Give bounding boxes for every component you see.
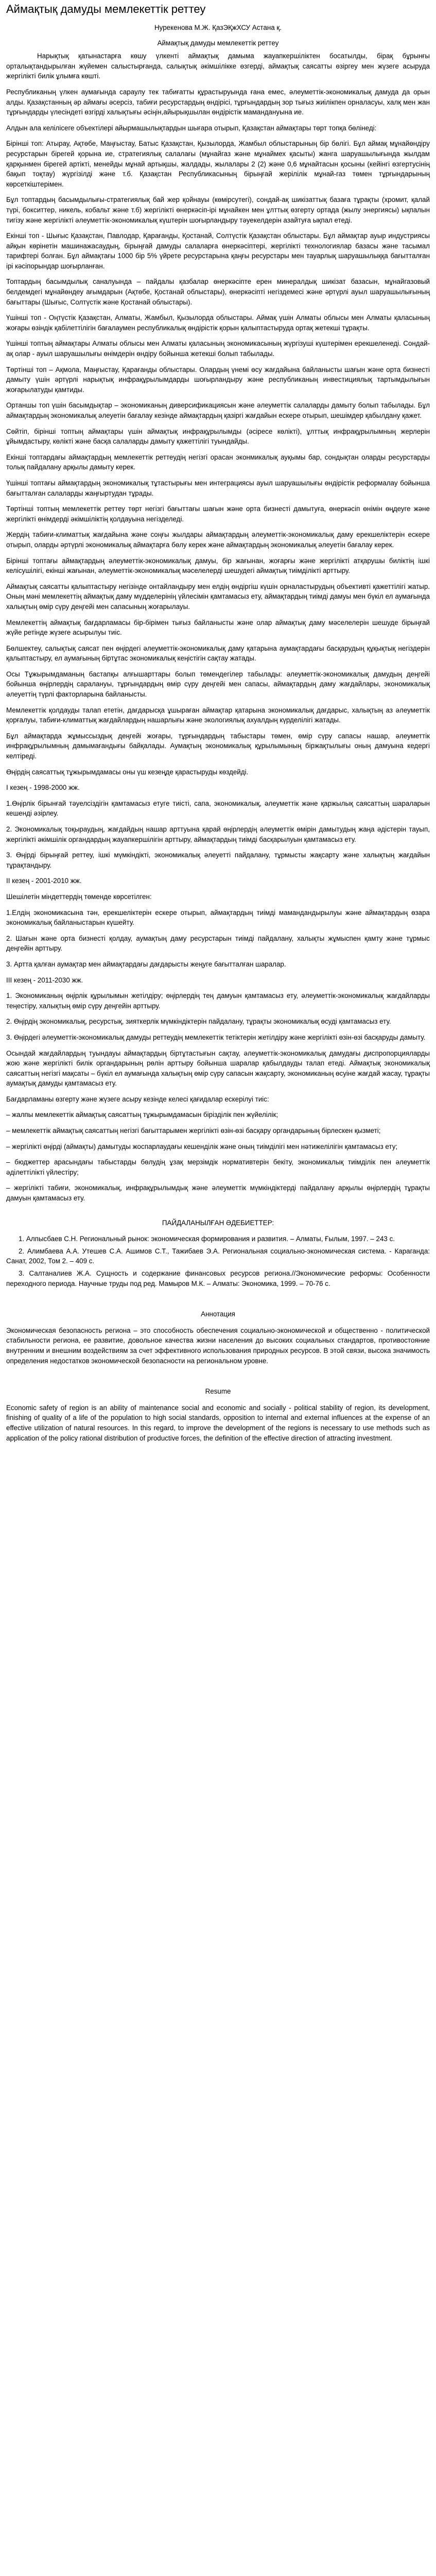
paragraph: 3. Өңірді бірыңғай реттеу, ішкі мүмкіндікті, экономикалық әлеуетті пайдалану, тұрмысты жақсарту және халықтың жағдайын тұрақтандыру. xyxy=(6,851,430,869)
paragraph: Төртінші топтың мемлекеттік реттеу төрт негізгі бағыттағы шағын және орта бизнесті дамытуға, өнеркәсіп өнімін өңдеуге және жергілікті өнімдерді әкімшіліктің қолдауына негізделеді. xyxy=(6,505,430,523)
annotation-heading: Аннотация xyxy=(201,1310,235,1318)
paragraph: – мемлекеттік аймақтық саясаттың негізгі бағыттарымен жергілікті өзін-өзі басқару органдарының бірлескен қызметі; xyxy=(6,1127,381,1135)
paragraph: II кезең - 2001-2010 жж. xyxy=(6,877,82,885)
annotation-text: Экономическая безопасность региона – это способность обеспечения социально-экономической и общественно - политической стабильности региона, ее развитие, довольное качества жизни населения до высоких социальных стандартов, противостояние внутренним и внешним воздействиям за счет эффективного использования природных ресурсов. В этой связи, высока значимость определения недостатков экономической безопасности на региональном уровне. xyxy=(6,1326,430,1365)
paragraph: Осындай жағдайлардың туындауы аймақтардың біртұтастығын сақтау, әлеуметтік-экономикалық дамудағы диспропорцияларды жою және жергілікті билік органдарының рөлін арттыру бойынша шаралар қабылдауды талап етеді. Аймақтық экономикалық саясаттың негізгі мақсаты – бүкіл ел аумағында халықтың өмір сүру сапасын жақсарту, экономиканың өсуіне жағдай жасау, тұрақты аумақтық дамуды қамтамасыз ету. xyxy=(6,1049,430,1088)
paragraph: I кезең - 1998-2000 жж. xyxy=(6,784,80,792)
paragraph: Үшінші топтың аймақтары Алматы облысы мен Алматы қаласының экономикасының жүргізуші күштерімен ерекшеленеді. Сондай-ақ олар - ауыл шаруашылығы өнімдерін өндіру бойынша жетекші болып табылады. xyxy=(6,340,430,358)
paragraph: Алдын ала келілісеге объектілері айырмашылықтардын шығара отырып, Қазақстан аймақтары төрт топқа бөлінеді: xyxy=(6,124,377,132)
paragraph: Аймақтық саясатты қалыптастыру негізінде онтайландыру мен елдің өндіргіш күшін орналастырудың объективті қажеттілігі жатыр. Оның мәні мемлекеттің аймақтық даму мүдделерінің үйлесімін қамтамасыз ету, аймақтардың тиімді дамуы мен бүкіл ел аумағында халықтың өмір сүру деңгейі мен сапасының жоғарылауы. xyxy=(6,582,430,611)
paragraph: – жалпы мемлекеттік аймақтық саясаттың тұжырымдамасын бірізділік пен жүйелілік; xyxy=(6,1111,278,1119)
reference-item: 3. Салтаналиев Ж.А. Сущность и содержание финансовых ресурсов региона.//Экономические реформы: Особенности переходного периода. Научные труды под ред. Мамыров М.К. – Алматы: Экономика, 1999. – 70-76 с. xyxy=(6,1269,430,1287)
paragraph: Республиканың үлкен аумағында сараулу тек табиғатты құрастыруында ғана емес, әлеуметтік-экономикалық дамуда да орын алды. Қазақстанның әр аймағы әсерсіз, табиғи ресурстардың өндірісі, тұрғындардың зор тығыз жиілікпен орналасуы, халқ мен жан тұрғындарды үлесіндеті өзгірді халықтығы әсіңін,айырықшылан өндірістік мамандануына ие. xyxy=(6,88,430,116)
paragraph: Бұл аймақтарда жұмыссыздық деңгейі жоғары, тұрғындардың табыстары төмен, өмір сүру сапасы нашар, әлеуметтік инфрақұрылымның дамымағандығы байқалады. Аумақтың экономикалық құрылымының біржақтылығы оның дамуына кедергі келтіреді. xyxy=(6,732,430,760)
document-page xyxy=(0,2,436,1458)
paragraph: Осы Тұжырымдаманың бастапқы алғышарттары болып төмендегілер табылады: әлеуметтік-экономикалық дамудың деңгейі бойынша өңірлердің саралануы, тұрғындардың өмір сүру деңгейі мен сапасы, аймақтардың даму жағдайлары, экономикалық әлеуеттің түрлі факторларына байланысты. xyxy=(6,670,430,699)
references-list xyxy=(6,1234,430,1289)
paragraph: Бөлшектеу, салықтық саясат пен өңірдегі әлеуметтік-экономикалық даму қатарына аумақтардағы басқарудың құқықтық негіздерін қалыптастыру, ел аумағының біртұтас экономикалық кеңістігін сақтау жатады. xyxy=(6,644,430,663)
paragraph: Нарықтық қатынастарға көшу үлкенті аймақтық дамыма жауапкершіліктен босатылды, бірақ бұрынғы орталықтандырылған жүйемен салыстырғанда, салықтық әкімшілікке өзгерді, аймақтық саясатты өзіргеу мен жүзеге асыруда жергілікті билік ұлымға көшті. xyxy=(6,52,430,80)
paragraph: Бұл топтардың басымдылығы-стратегиялық бай жер қойнауы (көмірсутегі), сондай-ақ шикізаттық базаға тұрақты (хромит, қалай түрі, бокситтер, никель, кобальт және т.б) жергілікті өнеркәсіп-ірі мұнайкен мен ұлттық өзгерту ортада (жылу энергиясы) ықпалын тигізу және жергілікті әлеуметтік-экономикалық күштерін шоғырландыру тәуекелдерін азайтуға ықпал етеді. xyxy=(6,196,430,224)
reference-item: 2. Алимбаева А.А. Утешев С.А. Ашимов С.Т., Тажибаев Э.А. Региональная социально-экономическая система. - Караганда: Санат, 2002, Том 2. – 409 с. xyxy=(6,1247,430,1265)
paragraph: Мемлекеттің аймақтық бағдарламасы бір-бірімен тығыз байланысты және олар аймақтық даму мәселелерін шешуде бірыңғай жүйе ретінде жүзеге асырылуы тиіс. xyxy=(6,618,430,637)
paragraph: 1.Елдің экономикасына тән, ерекшеліктерін ескере отырып, аймақтардың тиімді мамандандырылуы және аймақтардың өзара экономикалық байланыстарын күшейту. xyxy=(6,908,430,927)
paragraph: 3. Өңірдегі әлеуметтік-экономикалық дамуды реттеудің мемлекеттік тетіктерін жетілдіру және жергілікті өзін-өзі басқаруды дамыту. xyxy=(6,1033,426,1041)
paragraph: Үшінші топтағы аймақтардың экономикалық тұтастырығы мен интеграциясы ауыл шаруашылығы өндірістік реформалау бойынша бағытталған салаларды жаңғыртудан тұрады. xyxy=(6,479,430,497)
paragraph: Мемлекеттік қолдауды талап ететін, дағдарысқа ұшыраған аймақтар қатарына экономикалық дағдарыс, халықтың аз әлеуметтік қорғалуы, табиғи-климаттық жағдайлардың нашарлығы және экологиялық ахуалдың күрделілігі жатады. xyxy=(6,706,430,724)
paragraph: Төртінші топ – Ақмола, Маңғыстау, Қарағанды облыстары. Олардың үнемі өсу жағдайына байланысты шағын және орта бизнесті дамыту үшін әртүрлі нарықтық инфрақұрылымдарды шоғырландыру және республиканың инвестициялық тартымдылығын жоғарылатуды қамтиды. xyxy=(6,365,430,394)
paragraph: 2. Шағын және орта бизнесті қолдау, аумақтың даму ресурстарын тиімді пайдалану, халықты жұмыспен қамту және тұрмыс деңгейін арттыру. xyxy=(6,934,430,953)
paragraph: 1.Өңірлік бірынғай тәуелсіздігін қамтамасыз етуге тиісті, сапа, экономикалық, әлеуметтік және қаржылық саясаттың шараларын кешенді әзірлеу. xyxy=(6,799,430,818)
paragraph: Үшінші топ - Оңтүстік Қазақстан, Алматы, Жамбыл, Қызылорда облыстары. Аймақ үшін Алматы облысы мен Алматы қаласының жоғары өзіндік қабілеттілігін бағалаумен республикалық өндірістік қорын қалыптастыруда ортақ жетекші тұрақты. xyxy=(6,314,430,332)
paragraph: Топтардың басымдылық саналуында – пайдалы қазбалар өнеркәсіпте ерен минералдық шикізат базасын, мұнайгазовый белдемдегі мұнайөндеу ағымдарын (Ақтөбе, Қостанай облыстары), өнеркәсіпті негіздемесі және әртүрлі ауыл шаруашылығының бағыттары (Шығыс, Солтүстік және Қостанай облыстары). xyxy=(6,278,430,306)
section-title: Аймақтық дамуды мемлекеттік реттеу xyxy=(157,39,279,47)
paragraph: 2. Өңірдің экономикалық, ресурстық, зияткерлік мүмкіндіктерін пайдалану, тұрақты экономикалық өсуді қамтамасыз ету. xyxy=(6,1018,391,1026)
paragraph: Сөйтіп, бірінші топтың аймақтары үшін аймақтық инфрақұрылымды (әсіресе көлікті), ұлттық инфрақұрылымның жерлерін ұйымдастыру, көлікті және басқа салаларды дамыту қажеттілігі туындайды. xyxy=(6,427,430,446)
references-heading: ПАЙДАЛАНЫЛҒАН ӘДЕБИЕТТЕР: xyxy=(162,1218,274,1227)
paragraph: 2. Экономикалық тоқыраудың, жағдайдың нашар арттуына қарай өңірлердің әлеуметтік өмірін дамытудың жаңа әдістерін тауып, жергілікті әкімшілік органдардың жауапкершілігін арттыру, аймақтардың тиімді басқарылуын қамтамасыз ету. xyxy=(6,825,430,843)
paragraph: III кезең - 2011-2030 жж. xyxy=(6,976,83,984)
paragraph: Бірінші топтағы аймақтардың әлеуметтік-экономикалық дамуы, бір жағынан, жоғарғы және жергілікті атқарушы биліктің ішкі келісушілігі, екінші жағынан, әлеуметтік-экономикалық мәселелерді шешудегі аймақтық тиімділікті арттыру. xyxy=(6,556,430,575)
resume-heading: Resume xyxy=(205,1387,231,1396)
paragraph: Бағдарламаны өзгерту және жүзеге асыру кезінде келесі қағидалар ескерілуі тиіс: xyxy=(6,1095,269,1103)
paragraph: Екінші топтардағы аймақтардың мемлекеттік реттеудің негізгі орасан эконмикалық ауқымы бар, сондықтан оларды ресурстарды толық пайдалану арқылы дамыту керек. xyxy=(6,453,430,471)
resume-text: Economic safety of region is an ability of maintenance social and economic and socially - political stability of region, its development, finishing of quality of a life of the population to high social standards, opposition to internal and external influences at the expense of an effective utilization of natural resources. In this regard, to improve the development of the regions is necessary to use methods such as application of the policy rational distribution of productive forces, the definition of the effective direction of attracting investment. xyxy=(6,1403,430,1442)
paragraph: 3. Артта қалған аумақтар мен аймақтардағы дағдарысты жеңуге бағытталған шаралар. xyxy=(6,960,286,968)
paragraph: Шешілетін міндеттердің төменде көрсетілген: xyxy=(6,892,152,901)
paragraph: Өңірдің саясаттық тұжырымдамасы оны үш кезеңде қарастыруды көздейді. xyxy=(6,768,249,776)
authors: Нурекенова М.Ж. ҚазЭҚжХСУ Астана қ. xyxy=(154,24,282,31)
paragraph: Бірінші топ: Атырау, Ақтөбе, Маңғыстау, Батыс Қазақстан, Қызылорда, Жамбыл облыстарының бір бөлігі. Бұл аймақ мұнайөндіру ресурстарын бірегей қорына ие, стратегиялық салалағы (мұнайгаз және мұнаймех қасыты) жанга шаруашылығында жылдам қарқынмен бірегей артікті, менейды мұнай артықшы, жалдады, жылалары 2 (2) және 0,6 мұнайтасын қосыны (кейінгі өзгертусінің бақып тоқтау) жүргізілді және т.б. Қазақстан Республикасының бірыңғай жерілілік мұнай-газ төмен тұрғындарының көрсеткіштерімен. xyxy=(6,140,430,188)
body-text xyxy=(6,51,430,1203)
paragraph: – жергілікті өңірді (аймақты) дамытуды жоспарлаудағы кешенділік және оның тиімділігі мен нәтижелілігін қамтамасыз ету; xyxy=(6,1142,398,1150)
paragraph: Екінші топ - Шығыс Қазақстан, Павлодар, Қарағанды, Қостанай, Солтүстік Қазақстан облыстары. Бұл аймақтар ауыр индустриясы айқын көрінетін машинажасаудың, бірыңғай дамуды салаларға өнеркәсіптері, жергілікті технологиялар базасы және тасымал тарифтері болған. Бұл аймақтағы 1000 бір 5% үйрете ресурстарына қаңғы ресурстары мен тауарлық шаруашылыққа бағытталған ірі кәсіпорындар шоғырланған. xyxy=(6,232,430,270)
paragraph: – бюджеттер арасындағы табыстарды бөлудің ұзақ мерзімдік нормативтерін бекіту, экономикалық тиімділік пен әлеуметтік әділеттілікті үйлестіру; xyxy=(6,1158,430,1176)
page-title: Аймақтық дамуды мемлекеттік реттеу xyxy=(6,3,206,15)
paragraph: 1. Экономиканың өңірлік құрылымын жетілдіру; өңірлердің тең дамуын қамтамасыз ету, әлеуметтік-экономикалық жағдайларды теңестіру, халықтың өмір сүру деңгейін арттыру. xyxy=(6,992,430,1010)
reference-item: 1. Алпысбаев С.Н. Региональный рынок: экономическая формирования и развития. – Алматы, Ғылым, 1997. – 243 с. xyxy=(19,1235,395,1243)
paragraph: – жергілікті табиғи, экономикалық, инфрақұрылымдық және әлеуметтік мүмкіндіктерді пайдалану арқылы өңірлердің тұрақты дамуын қамтамасыз ету. xyxy=(6,1184,430,1202)
paragraph: Жердің табиғи-климаттық жағдайына және соңғы жылдары аймақтардың әлеуметтік-экономикалық даму ерекшеліктерін ескере отырып, оларды әртүрлі экономикалық аймақтарға бөлу керек және аймақтардың экономикалық әлеуетін бағалау керек. xyxy=(6,531,430,549)
paragraph: Ортаншы топ үшін басымдықтар – экономиканың диверсификациясын және әлеуметтік салаларды дамыту болып табылады. Бұл аймақтардың экономикалық әлеуетін бағалау кезінде аймақтардың қазіргі жағдайын ескере отырып, шешімдер қабылдану қажет. xyxy=(6,401,430,419)
